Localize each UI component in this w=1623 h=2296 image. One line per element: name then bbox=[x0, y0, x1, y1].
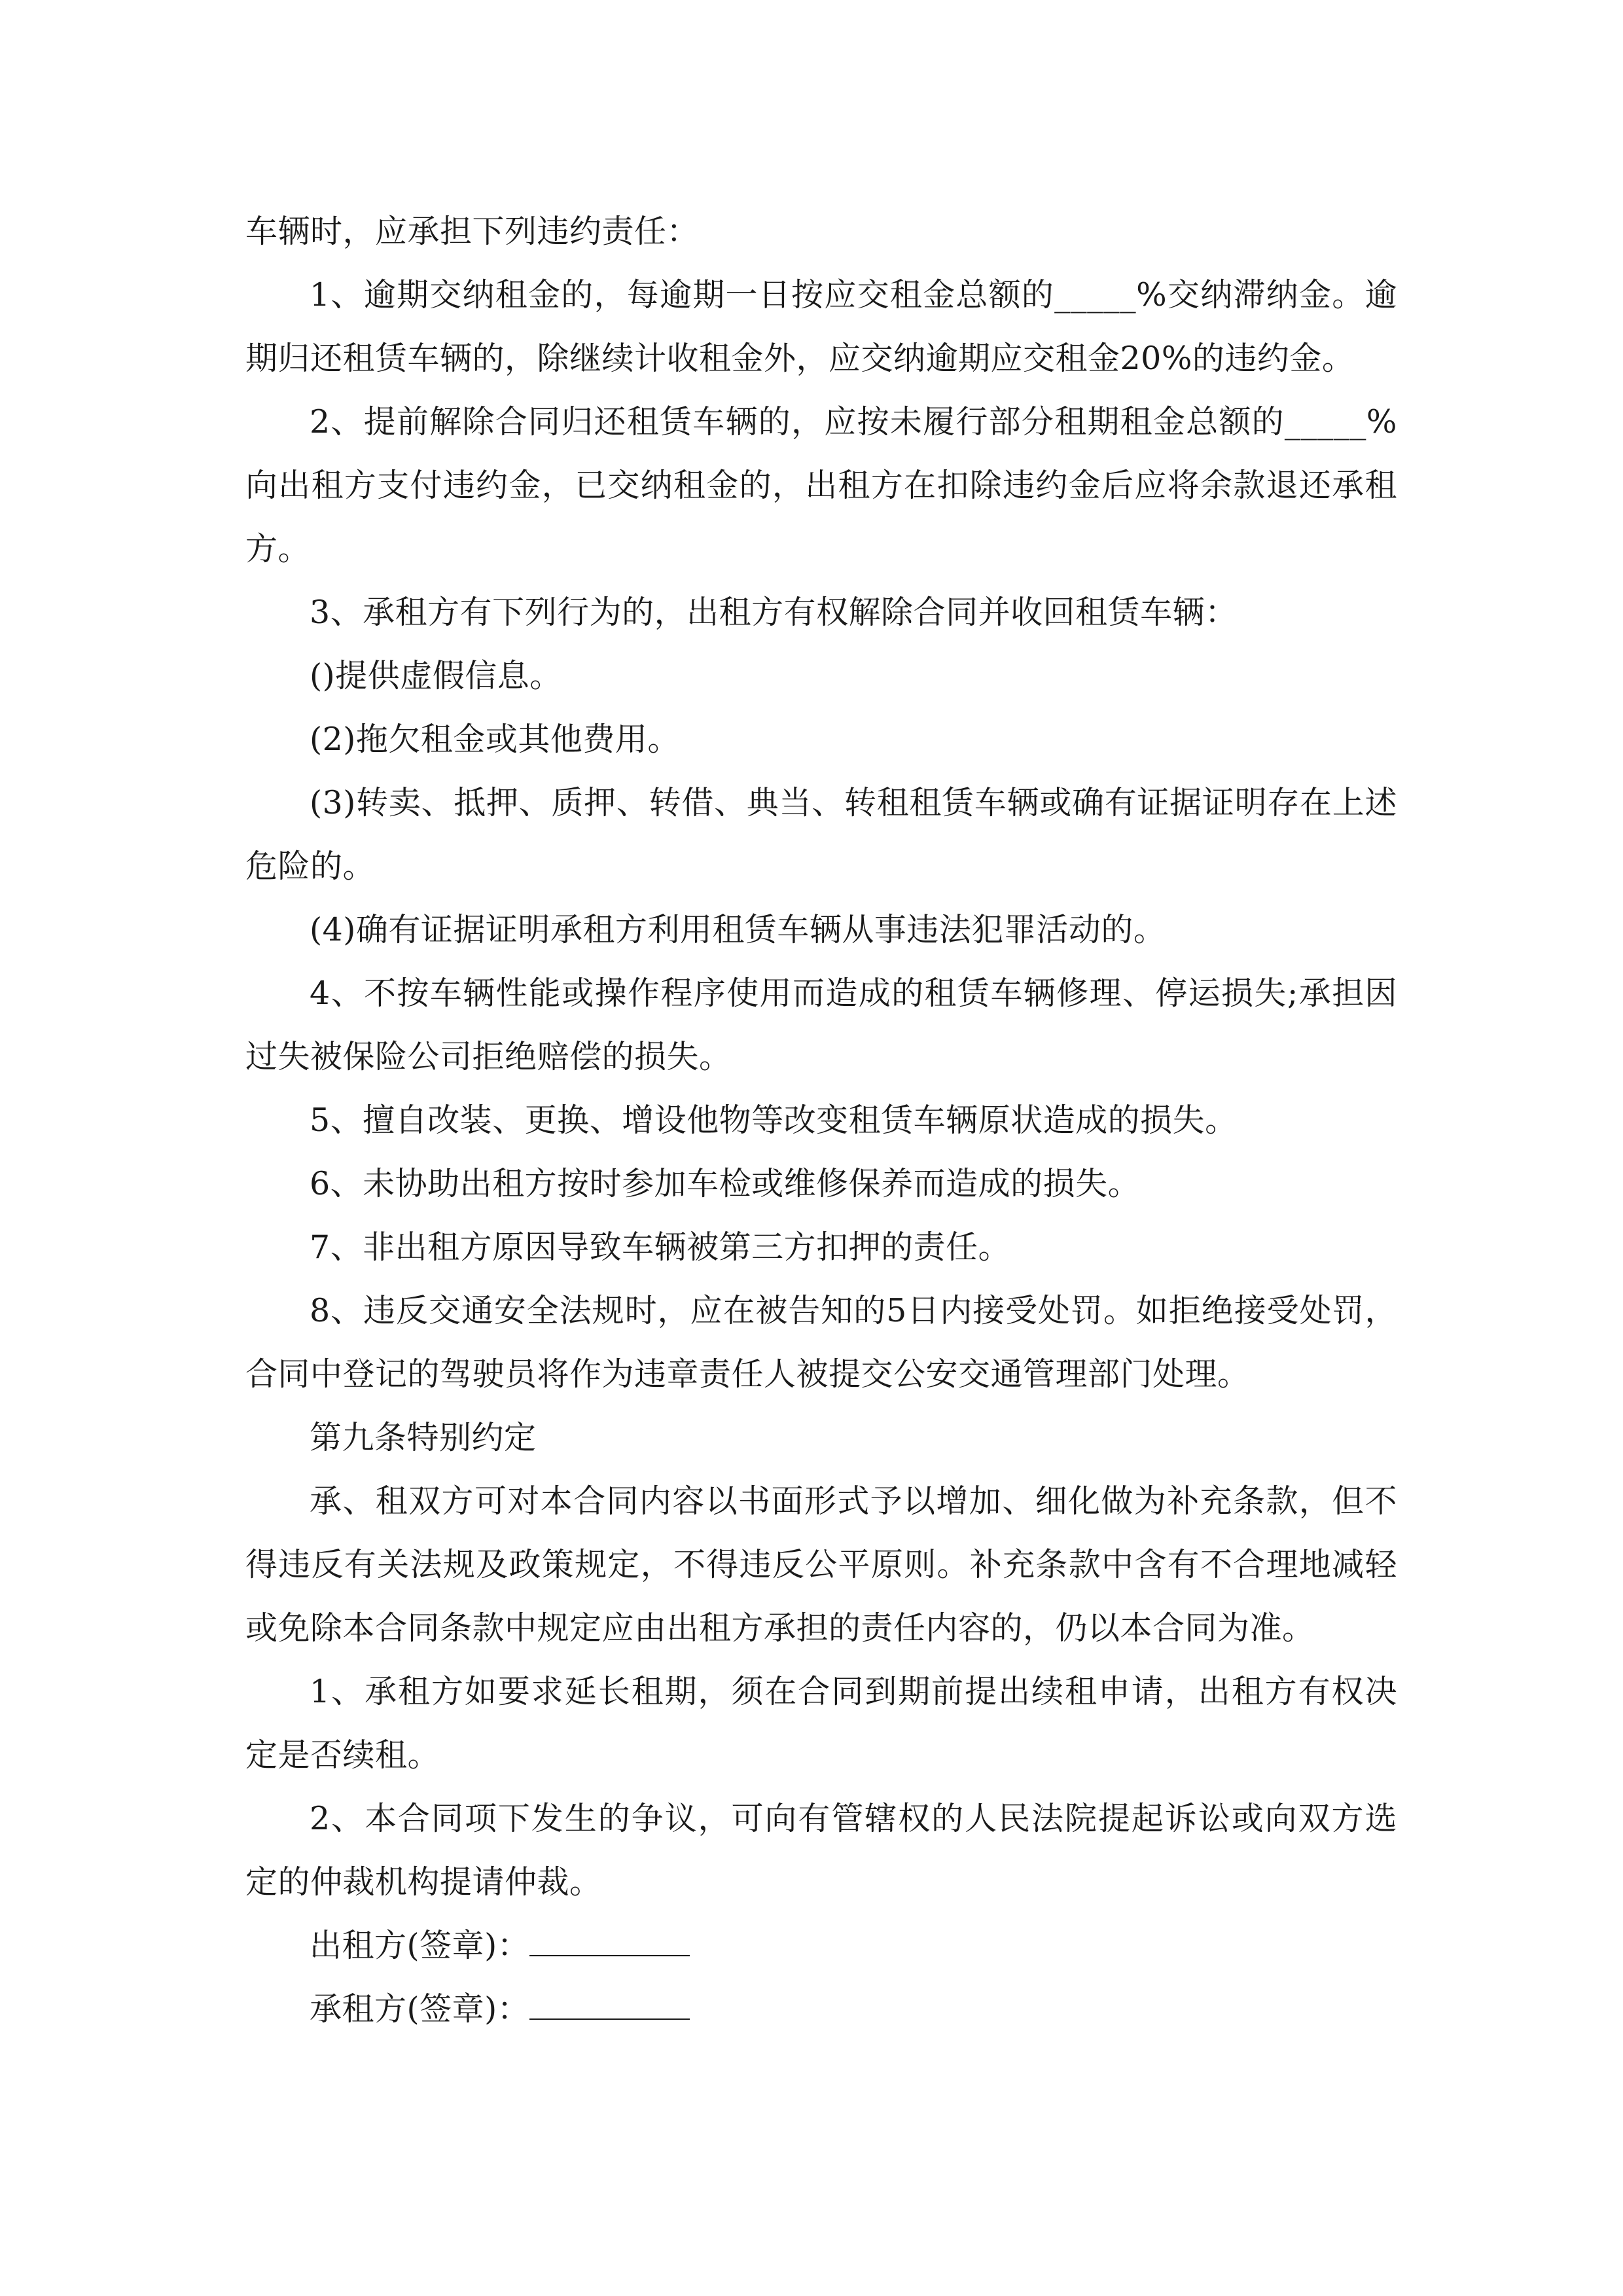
paragraph-clause-4: 4、不按车辆性能或操作程序使用而造成的租赁车辆修理、停运损失;承担因过失被保险公司拒绝赔偿的损失。 bbox=[245, 975, 1397, 1075]
signature-lessee bbox=[245, 1977, 1397, 2041]
paragraph-clause-7: 7、非出租方原因导致车辆被第三方扣押的责任。 bbox=[310, 1229, 1011, 1266]
paragraph-intro: 车辆时，应承担下列违约责任： bbox=[245, 213, 700, 250]
signature-lessor bbox=[245, 1914, 1397, 1977]
document-body bbox=[245, 200, 1397, 2041]
paragraph-clause-2: 2、提前解除合同归还租赁车辆的，应按未履行部分租期租金总额的_____%向出租方支付违约金，已交纳租金的，出租方在扣除违约金后应将余款退还承租方。 bbox=[245, 403, 1397, 567]
paragraph-clause-1: 1、逾期交纳租金的，每逾期一日按应交租金总额的_____%交纳滞纳金。逾期归还租赁车辆的，除继续计收租金外，应交纳逾期应交租金20%的违约金。 bbox=[245, 276, 1397, 377]
paragraph-item-2: (2)拖欠租金或其他费用。 bbox=[310, 721, 680, 758]
paragraph-clause-5: 5、擅自改装、更换、增设他物等改变租赁车辆原状造成的损失。 bbox=[310, 1102, 1238, 1139]
paragraph-item-1: ()提供虚假信息。 bbox=[310, 657, 562, 694]
signature-lessee-blank[interactable] bbox=[529, 1986, 690, 2020]
paragraph-clause-3: 3、承租方有下列行为的，出租方有权解除合同并收回租赁车辆： bbox=[310, 594, 1238, 631]
paragraph-special-agreement: 承、租双方可对本合同内容以书面形式予以增加、细化做为补充条款，但不得违反有关法规及政策规定，不得违反公平原则。补充条款中含有不合理地减轻或免除本合同条款中规定应由出租方承担的责任内容的，仍以本合同为准。 bbox=[245, 1482, 1397, 1647]
paragraph-clause-6: 6、未协助出租方按时参加车检或维修保养而造成的损失。 bbox=[310, 1165, 1141, 1202]
paragraph-dispute: 2、本合同项下发生的争议，可向有管辖权的人民法院提起诉讼或向双方选定的仲裁机构提请仲裁。 bbox=[245, 1800, 1397, 1901]
paragraph-renewal: 1、承租方如要求延长租期，须在合同到期前提出续租申请，出租方有权决定是否续租。 bbox=[245, 1673, 1397, 1774]
paragraph-clause-8: 8、违反交通安全法规时，应在被告知的5日内接受处罚。如拒绝接受处罚，合同中登记的驾驶员将作为违章责任人被提交公安交通管理部门处理。 bbox=[245, 1292, 1397, 1393]
signature-lessee-label: 承租方(签章)： bbox=[310, 1990, 530, 2028]
section-heading-article-9: 第九条特别约定 bbox=[310, 1419, 537, 1456]
signature-lessor-label: 出租方(签章)： bbox=[310, 1927, 530, 1964]
paragraph-item-3: (3)转卖、抵押、质押、转借、典当、转租租赁车辆或确有证据证明存在上述危险的。 bbox=[245, 784, 1397, 885]
paragraph-item-4: (4)确有证据证明承租方利用租赁车辆从事违法犯罪活动的。 bbox=[310, 911, 1166, 948]
signature-lessor-blank[interactable] bbox=[529, 1922, 690, 1956]
